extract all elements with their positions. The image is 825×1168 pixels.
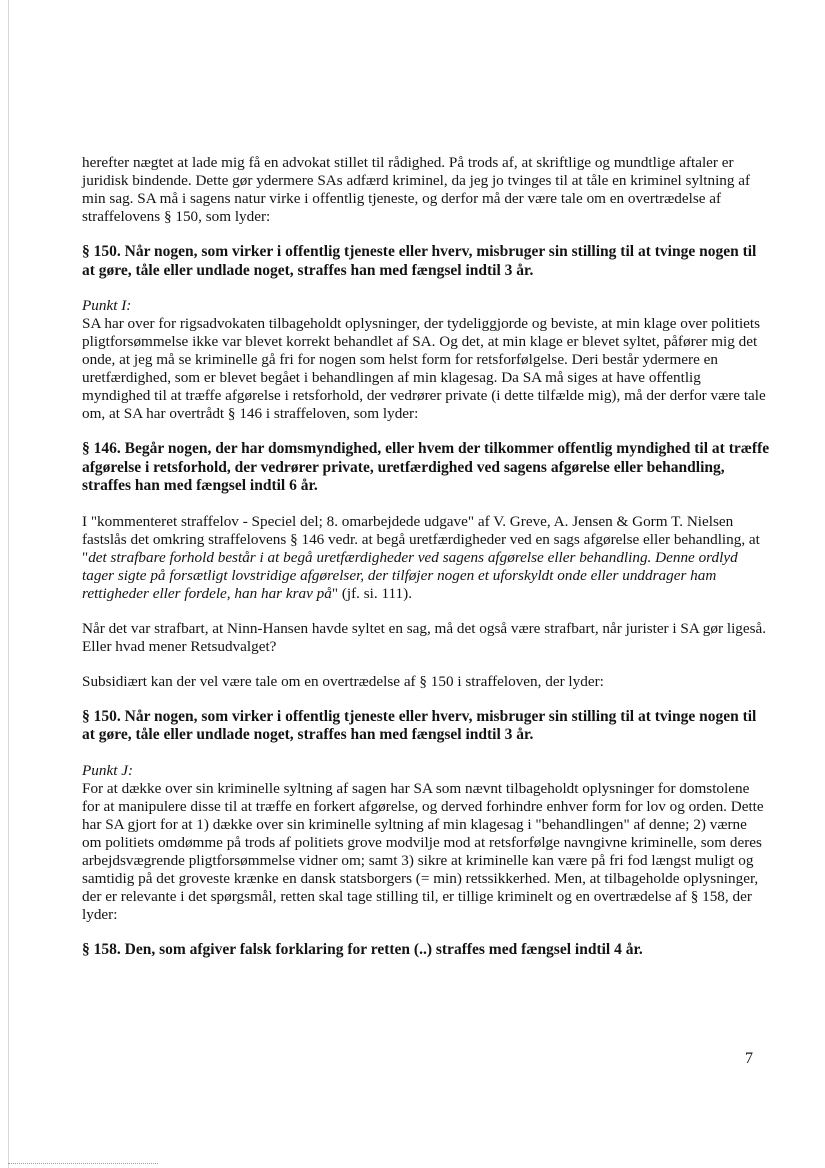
document-body [82, 154, 770, 976]
punkt-j-label: Punkt J: [82, 761, 134, 779]
law-150-quote: § 150. Når nogen, som virker i offentlig tjeneste eller hverv, misbruger sin stilling til at tvinge nogen til at gøre, tåle eller undlade noget, straffes han med fængsel indtil 3 år. [82, 243, 757, 279]
page-bottom-edge [8, 1163, 158, 1165]
page-number: 7 [745, 1050, 753, 1067]
page-left-edge [8, 0, 9, 1168]
law-146-quote: § 146. Begår nogen, der har domsmyndighed, eller hvem der tilkommer offentlig myndighed til at træffe afgørelse i retsforhold, der vedrører private, uretfærdighed ved sagens afgørelse eller behandling, straffes han med fængsel indtil 6 år. [82, 440, 770, 494]
punkt-i-label: Punkt I: [82, 297, 132, 314]
commentary-intro: I "kommenteret straffelov - Speciel del; 8. omarbejdede udgave" af V. Greve, A. Jensen & Gorm T. Nielsen fastslås det omkring straffelovens § 146 vedr. at begå uretfærdigheder ved en sags afgørelse eller behandling, at " [82, 512, 760, 566]
law-150-quote-second: § 150. Når nogen, som virker i offentlig tjeneste eller hverv, misbruger sin stilling til at tvinge nogen til at gøre, tåle eller undlade noget, straffes han med fængsel indtil 3 år. [82, 707, 757, 743]
punkt-i-section [82, 297, 770, 423]
commentary-reference: " (jf. si. 111). [331, 584, 412, 602]
commentary-quote: det strafbare forhold består i at begå uretfærdigheder ved sagens afgørelse eller behandling. Denne ordlyd tager sigte på forsætligt lovstridige afgørelser, der tilføjer nogen et uforskyldt onde eller unddrager ham rettigheder eller fordele, han har krav på [82, 548, 738, 602]
punkt-j-text: For at dække over sin kriminelle syltning af sagen har SA som nævnt tilbageholdt oplysninger for domstolene for at manipulere disse til at træffe en forkert afgørelse, og derved forhindre enhver form for lov og orden. Dette har SA gjort for at 1) dække over sin kriminelle syltning af min klagesag i "behandlingen" af denne; 2) værne om politiets omdømme på trods af politiets grove modvilje mod at retsforfølge navngivne kriminelle, som deres arbejdsvægrende pligtforsømmelse vidner om; samt 3) sikre at kriminelle kan være på fri fod længst muligt og samtidig på det groveste krænke en dansk statsborgers (= min) retssikkerhed. Men, at tilbageholde oplysninger, der er relevante i det spørgsmål, retten skal tage stilling til, er tillige kriminelt og en overtrædelse af § 158, der lyder: [82, 779, 764, 923]
law-158-quote: § 158. Den, som afgiver falsk forklaring for retten (..) straffes med fængsel indtil 4 år. [82, 940, 643, 958]
commentary-paragraph [82, 513, 770, 603]
ninn-hansen-paragraph: Når det var strafbart, at Ninn-Hansen havde syltet en sag, må det også være strafbart, når jurister i SA gør ligeså. Eller hvad mener Retsudvalget? [82, 619, 767, 655]
punkt-i-text: SA har over for rigsadvokaten tilbageholdt oplysninger, der tydeliggjorde og beviste, at min klage over politiets pligtforsømmelse ikke var blevet korrekt behandlet af SA. Og det, at min klage er blevet syltet, påfører mig det onde, at jeg må se kriminelle gå fri for nogen som helst form for retsforfølgelse. Deri består ydermere en uretfærdighed, som er blevet begået i behandlingen af min klagesag. Da SA må siges at have offentlig myndighed til at træffe afgørelse i retsforhold, der vedrører private (i dette tilfælde mig), må der derfor være tale om, at SA har overtrådt § 146 i straffeloven, som lyder: [82, 315, 766, 422]
intro-paragraph: herefter nægtet at lade mig få en advokat stillet til rådighed. På trods af, at skriftlige og mundtlige aftaler er juridisk bindende. Dette gør ydermere SAs adfærd kriminel, da jeg jo tvinges til at tåle en kriminel syltning af min sag. SA må i sagens natur virke i offentlig tjeneste, og derfor må der være tale om en overtrædelse af straffelovens § 150, som lyder: [82, 154, 751, 225]
punkt-j-section [82, 762, 770, 924]
subsidiary-paragraph: Subsidiært kan der vel være tale om en overtrædelse af § 150 i straffeloven, der lyder: [82, 672, 604, 690]
